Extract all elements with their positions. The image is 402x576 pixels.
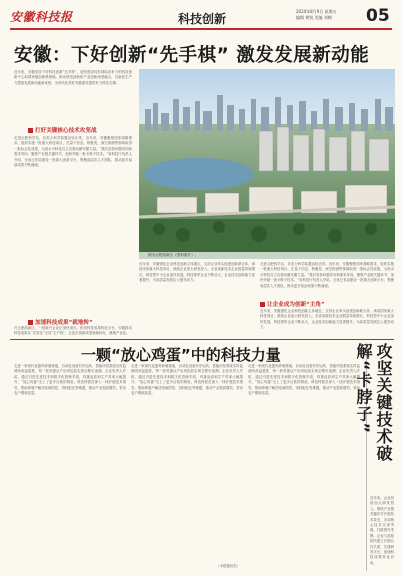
article3-body: 近年来，企业持续加大研发投入，围绕产业链关键环节开展技术攻关，多项核心技术实现突破，打破国外垄断。企业与高校院所建立长期合作关系，共建研发平台，加速科技成果转化应用。 <box>370 496 394 565</box>
subhead-tech-transfer: 加速科技成果“就地转” <box>28 318 93 326</box>
photo-caption: 图为合肥高新区（资料图片）。 <box>148 253 199 257</box>
article-lead: 近年来，安徽坚持下好科技创新“先手棋”，加快建设具有国际竞争力的科技创新中心和国家级创新策源地，推动科技创新和产业创新深度融合，以新质生产力塑造发展新动能新优势，为现代化美好安徽建设提供有力科技支撑。 <box>14 70 132 85</box>
article-body-1: 走进合肥科学岛，各类大科学装置运转正常。近年来，安徽聚焦国家战略需求，组织实施一批重大科技项目，在量子信息、核聚变、深空探测等领域取得一批标志性成果，为高水平科技自立自强贡献安徽力量。“我们坚持问题导向和需求导向，聚焦产业链关键环节，加快突破一批卡脖子技术。”省科技厅负责人介绍，全省已布局建设一批重大创新平台，集聚高层次人才团队，推动更多原创成果不断涌现。 <box>14 136 132 168</box>
article2-body-col1: 走进一家现代化蛋鸡养殖基地，自动化设备有序运转，智能环控系统实时监测鸡舍温湿度，每一枚鸡蛋从产出到包装实现全程可追溯。企业负责人介绍，通过引进先进技术和数字化管理手段，鸡蛋品质和生产效率大幅提升，“放心鸡蛋”走上了更多百姓的餐桌。科技特派员深入一线开展技术指导，帮助养殖户解决疫病防控、饲料配比等难题，推动产业提质增效，带动农户增收致富。 <box>14 364 126 396</box>
article2-byline: （本报通讯员） <box>216 564 240 568</box>
section-divider <box>10 339 394 340</box>
city-skyline-image <box>139 69 395 252</box>
article-body-3: 近年来，安徽强化企业科技创新主体地位，支持企业牵头组建创新联合体，承担国家重大科技项目，鼓励企业加大研发投入。全省高新技术企业数量持续增长，科技型中小企业加快发展，科技领军企业不断壮大，企业技术创新能力显著提升，为高质量发展注入强劲动力。 <box>139 262 255 283</box>
article2-body-col2: 走进一家现代化蛋鸡养殖基地，自动化设备有序运转，智能环控系统实时监测鸡舍温湿度，每一枚鸡蛋从产出到包装实现全程可追溯。企业负责人介绍，通过引进先进技术和数字化管理手段，鸡蛋品质和生产效率大幅提升，“放心鸡蛋”走上了更多百姓的餐桌。科技特派员深入一线开展技术指导，帮助养殖户解决疫病防控、饲料配比等难题，推动产业提质增效，带动农户增收致富。 <box>131 364 243 396</box>
article2-body-col3: 走进一家现代化蛋鸡养殖基地，自动化设备有序运转，智能环控系统实时监测鸡舍温湿度，每一枚鸡蛋从产出到包装实现全程可追溯。企业负责人介绍，通过引进先进技术和数字化管理手段，鸡蛋品质和生产效率大幅提升，“放心鸡蛋”走上了更多百姓的餐桌。科技特派员深入一线开展技术指导，帮助养殖户解决疫病防控、饲料配比等难题，推动产业提质增效，带动农户增收致富。 <box>248 364 360 396</box>
article-body-5: 近年来，安徽强化企业科技创新主体地位，支持企业牵头组建创新联合体，承担国家重大科技项目，鼓励企业加大研发投入。全省高新技术企业数量持续增长，科技型中小企业加快发展，科技领军企业不断壮大，企业技术创新能力显著提升，为高质量发展注入强劲动力。 <box>260 309 394 330</box>
aerial-city-photo <box>139 69 395 252</box>
article3-headline: 攻坚关键技术破解“卡脖子” <box>354 343 393 462</box>
article-body-4: 走进合肥科学岛，各类大科学装置运转正常。近年来，安徽聚焦国家战略需求，组织实施一批重大科技项目，在量子信息、核聚变、深空探测等领域取得一批标志性成果，为高水平科技自立自强贡献安徽力量。“我们坚持问题导向和需求导向，聚焦产业链关键环节，加快突破一批卡脖子技术。”省科技厅负责人介绍，全省已布局建设一批重大创新平台，集聚高层次人才团队，推动更多原创成果不断涌现。 <box>260 262 394 288</box>
article-body-2: 在合肥高新区，一批新兴企业正加快成长。依托科技成果转化平台，安徽推动科技成果从“实验室”走向“生产线”，让更多创新成果就地转化、就地产业化。 <box>14 326 132 336</box>
issue-date: 2024年8月9日 星期五 <box>296 9 337 14</box>
subhead-tech-breakthrough: 打好关键核心技术攻坚战 <box>28 126 97 134</box>
newspaper-logo: 安徽科技报 <box>10 10 73 24</box>
article-headline: 安徽：下好创新“先手棋” 激发发展新动能 <box>14 45 370 66</box>
subhead-marker-icon <box>28 320 33 325</box>
subhead-enterprise: 让企业成为创新“主角” <box>260 300 325 308</box>
editor-credit: 编辑 黄锐 美编 刘梅 <box>296 15 332 20</box>
subhead-marker-icon <box>260 302 265 307</box>
dateline <box>296 9 366 21</box>
masthead <box>10 6 392 30</box>
subhead-marker-icon <box>28 128 33 133</box>
article2-headline: 一颗“放心鸡蛋”中的科技力量 <box>81 346 281 364</box>
page-number: 05 <box>366 6 390 26</box>
section-title: 科技创新 <box>178 12 227 26</box>
